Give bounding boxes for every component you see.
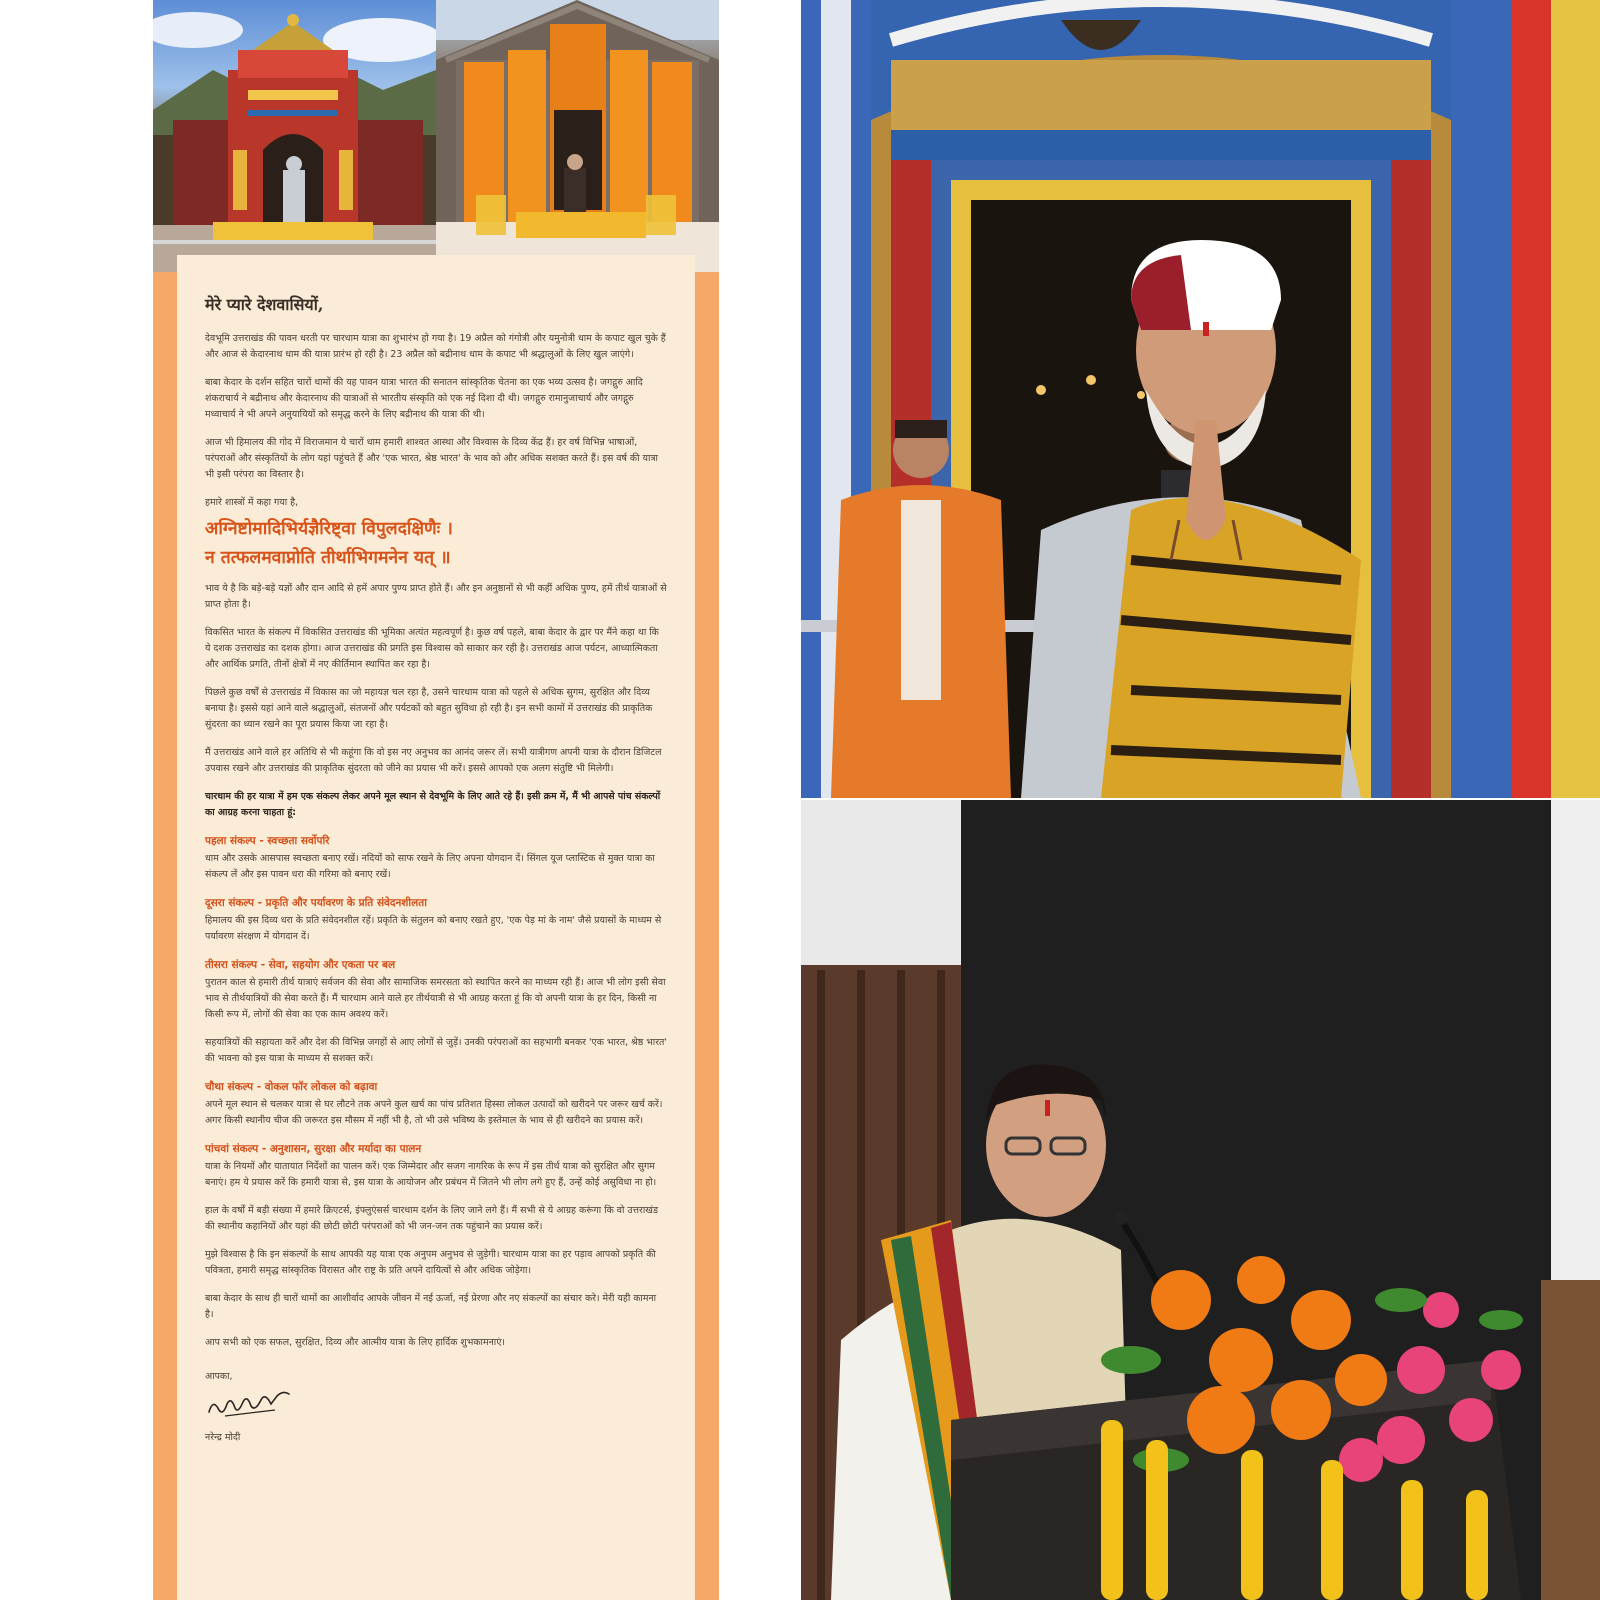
shloka-verse	[205, 515, 667, 573]
sign-off-label: आपका,	[205, 1371, 233, 1382]
signature-icon	[205, 1386, 295, 1420]
letter-salutation: मेरे प्यारे देशवासियों,	[205, 295, 324, 314]
sankalp-text: पुरातन काल से हमारी तीर्थ यात्राएं सर्वजन की सेवा और सामाजिक समरसता को स्थापित करने का माध्यम रही हैं। आज भी लोग इसी सेवा भाव से तीर्थयात्रियों की सेवा करते हैं। मैं चारधाम आने वाले हर तीर्थयात्री से भी आग्रह करता हूं कि वो अपनी यात्रा के हर दिन, किसी ना किसी रूप में, लोगों की सेवा का एक काम अवश्य करें।	[205, 977, 666, 1020]
letter-poster	[153, 0, 719, 1600]
poster-header-photos	[153, 0, 719, 272]
sankalp-title: तीसरा संकल्प - सेवा, सहयोग और एकता पर बल	[205, 959, 396, 971]
kedarnath-temple-photo	[436, 0, 719, 272]
sankalp-4	[205, 1079, 667, 1129]
letter-paragraph: हमारे शास्त्रों में कहा गया है,	[205, 497, 299, 508]
letter-paragraph: आप सभी को एक सफल, सुरक्षित, दिव्य और आत्मीय यात्रा के लिए हार्दिक शुभकामनाएं।	[205, 1337, 505, 1348]
badrinath-temple-photo	[153, 0, 436, 272]
letter-paragraph: आज भी हिमालय की गोद में विराजमान ये चारों धाम हमारी शाश्वत आस्था और विश्वास के दिव्य केंद्र हैं। हर वर्ष विभिन्न भाषाओं, परंपराओं और संस्कृतियों के लोग यहां पहुंचते हैं और 'एक भारत, श्रेष्ठ भारत' के भाव को और अधिक सशक्त करते हैं। इस वर्ष की यात्रा भी इसी परंपरा का विस्तार है।	[205, 437, 658, 480]
letter-paragraph-bold: चारधाम की हर यात्रा में हम एक संकल्प लेकर अपने मूल स्थान से देवभूमि के लिए आते रहे हैं। इसी क्रम में, मैं भी आपसे पांच संकल्पों का आग्रह करना चाहता हूं:	[205, 791, 661, 818]
speaker-photo	[801, 800, 1600, 1600]
sankalp-text: अपने मूल स्थान से चलकर यात्रा से घर लौटने तक अपने कुल खर्च का पांच प्रतिशत हिस्सा लोकल उत्पादों को खरीदने पर जरूर खर्च करें। अगर किसी स्थानीय चीज की जरूरत इस मौसम में नहीं भी है, तो भी उसे भविष्य के इस्तेमाल के भाव से ही खरीदने का प्रयास करें।	[205, 1099, 663, 1126]
letter-paragraph: हाल के वर्षों में बड़ी संख्या में हमारे क्रिएटर्स, इंफ्लुएंसर्स चारधाम दर्शन के लिए जाने लगे हैं। मैं सभी से ये आग्रह करूंगा कि वो उत्तराखंड की स्थानीय कहानियों और यहां की छोटी छोटी परंपराओं को भी जन-जन तक पहुंचाने का प्रयास करें।	[205, 1205, 658, 1232]
letter-paragraph: विकसित भारत के संकल्प में विकसित उत्तराखंड की भूमिका अत्यंत महत्वपूर्ण है। कुछ वर्ष पहले, बाबा केदार के द्वार पर मैंने कहा था कि ये दशक उत्तराखंड का दशक होगा। आज उत्तराखंड की प्रगति इस विश्वास को साकार कर रही है। उत्तराखंड आज पर्यटन, आध्यात्मिकता और आर्थिक प्रगति, तीनों क्षेत्रों में नए कीर्तिमान स्थापित कर रहा है।	[205, 627, 659, 670]
sankalp-title: पहला संकल्प - स्वच्छता सर्वोपरि	[205, 835, 330, 847]
letter-paragraph: देवभूमि उत्तराखंड की पावन धरती पर चारधाम यात्रा का शुभारंभ हो गया है। 19 अप्रैल को गंगोत्री और यमुनोत्री धाम के कपाट खुल चुके हैं और आज से केदारनाथ धाम की यात्रा प्रारंभ हो रही है। 23 अप्रैल को बद्रीनाथ धाम के कपाट भी श्रद्धालुओं के लिए खुल जाएंगे।	[205, 333, 666, 360]
sankalp-5	[205, 1141, 667, 1191]
sankalp-title: पांचवां संकल्प - अनुशासन, सुरक्षा और मर्यादा का पालन	[205, 1143, 422, 1155]
sankalp-text: सहयात्रियों की सहायता करें और देश की विभिन्न जगहों से आए लोगों से जुड़ें। उनकी परंपराओं का सहभागी बनकर 'एक भारत, श्रेष्ठ भारत' की भावना को इस यात्रा के माध्यम से सशक्त करें।	[205, 1037, 667, 1064]
letter-paragraph: बाबा केदार के दर्शन सहित चारों धामों की यह पावन यात्रा भारत की सनातन सांस्कृतिक चेतना का एक भव्य उत्सव है। जगद्गुरु आदि शंकराचार्य ने बद्रीनाथ और केदारनाथ की यात्राओं से भारतीय संस्कृति को एक नई दिशा दी थी। जगद्गुरु रामानुजाचार्य और जगद्गुरु मध्वाचार्य ने भी अपने अनुयायियों को समृद्ध करने के लिए बद्रीनाथ की यात्रा की थी।	[205, 377, 643, 420]
letter-paragraph: भाव ये है कि बड़े-बड़े यज्ञों और दान आदि से हमें अपार पुण्य प्राप्त होते हैं। और इन अनुष्ठानों से भी कहीं अधिक पुण्य, हमें तीर्थ यात्राओं से प्राप्त होता है।	[205, 583, 667, 610]
letter-body	[177, 255, 695, 1600]
letter-paragraph: मुझे विश्वास है कि इन संकल्पों के साथ आपकी यह यात्रा एक अनुपम अनुभव से जुड़ेगी। चारधाम यात्रा का हर पड़ाव आपको प्रकृति की पवित्रता, हमारी समृद्ध सांस्कृतिक विरासत और राष्ट्र के प्रति अपने दायित्वों से और अधिक जोड़ेगा।	[205, 1249, 656, 1276]
shloka-line-2: न तत्फलमवाप्नोति तीर्थाभिगमनेन यत् ॥	[205, 548, 451, 568]
sankalp-text: धाम और उसके आसपास स्वच्छता बनाए रखें। नदियों को साफ रखने के लिए अपना योगदान दें। सिंगल यूज प्लास्टिक से मुक्त यात्रा का संकल्प लें और इस पावन धरा की गरिमा को बनाए रखें।	[205, 853, 655, 880]
shloka-line-1: अग्निष्टोमादिभिर्यज्ञैरिष्ट्वा विपुलदक्षिणैः ।	[205, 519, 453, 539]
sankalp-3	[205, 957, 667, 1067]
sankalp-2	[205, 895, 667, 945]
sankalp-text: हिमालय की इस दिव्य धरा के प्रति संवेदनशील रहें। प्रकृति के संतुलन को बनाए रखते हुए, 'एक पेड़ मां के नाम' जैसे प्रयासों के माध्यम से पर्यावरण संरक्षण में योगदान दें।	[205, 915, 662, 942]
sankalp-1	[205, 833, 667, 883]
letter-paragraph: बाबा केदार के साथ ही चारों धामों का आशीर्वाद आपके जीवन में नई ऊर्जा, नई प्रेरणा और नए संकल्पों का संचार करे। मेरी यही कामना है।	[205, 1293, 657, 1320]
sankalp-title: दूसरा संकल्प - प्रकृति और पर्यावरण के प्रति संवेदनशीलता	[205, 897, 427, 909]
letter-paragraph: पिछले कुछ वर्षों से उत्तराखंड में विकास का जो महायज्ञ चल रहा है, उसने चारधाम यात्रा को पहले से अधिक सुगम, सुरक्षित और दिव्य बनाया है। इससे यहां आने वाले श्रद्धालुओं, संतजनों और पर्यटकों को बहुत सुविधा हो रही है। इन सभी कामों में उत्तराखंड की प्राकृतिक सुंदरता का ध्यान रखने का पूरा प्रयास किया जा रहा है।	[205, 687, 653, 730]
letter-paragraph: मैं उत्तराखंड आने वाले हर अतिथि से भी कहूंगा कि वो इस नए अनुभव का आनंद जरूर लें। सभी यात्रीगण अपनी यात्रा के दौरान डिजिटल उपवास रखने और उत्तराखंड की प्राकृतिक सुंदरता को जीने का प्रयास भी करें। इससे आपको एक अलग संतुष्टि भी मिलेगी।	[205, 747, 662, 774]
temple-visit-photo	[801, 0, 1600, 798]
signer-name: नरेन्द्र मोदी	[205, 1432, 241, 1443]
sankalp-title: चौथा संकल्प - वोकल फॉर लोकल को बढ़ावा	[205, 1081, 378, 1093]
sankalp-text: यात्रा के नियमों और यातायात निर्देशों का पालन करें। एक जिम्मेदार और सजग नागरिक के रूप में इस तीर्थ यात्रा को सुरक्षित और सुगम बनाएं। हम ये प्रयास करें कि हमारी यात्रा से, इस यात्रा के आयोजन और प्रबंधन में जितने भी लोग लगे हुए हैं, उन्हें कोई असुविधा ना हो।	[205, 1161, 657, 1188]
